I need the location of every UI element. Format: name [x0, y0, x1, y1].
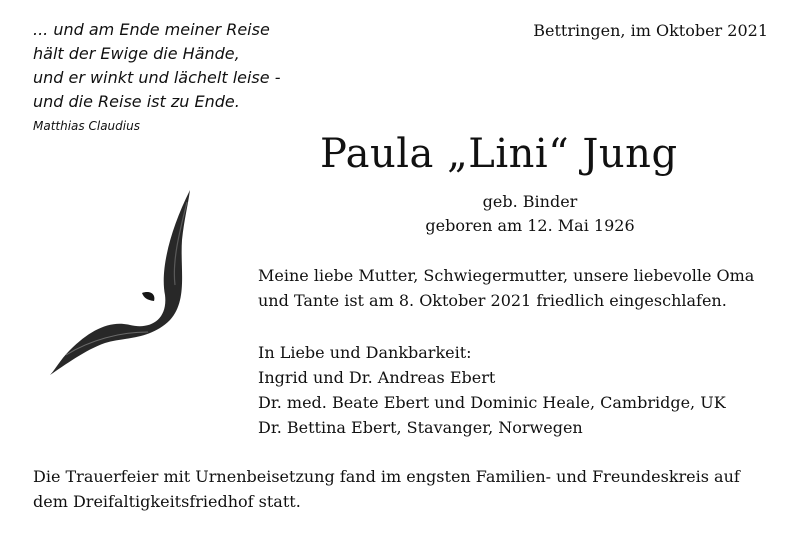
- funeral-line: Die Trauerfeier mit Urnenbeisetzung fand im engsten Familien- und Freundeskreis auf: [33, 467, 740, 486]
- family-list: [258, 340, 778, 440]
- deceased-name: Paula „Lini“ Jung: [320, 131, 678, 177]
- brush-stroke-bird-icon: [30, 180, 210, 380]
- funeral-notice: [33, 464, 783, 514]
- poem-line: und er winkt und lächelt leise -: [33, 68, 281, 87]
- death-announcement: [258, 263, 778, 313]
- place-date: Bettringen, im Oktober 2021: [533, 21, 768, 40]
- poem-quote: [33, 18, 333, 134]
- birth-info: [380, 190, 680, 238]
- poem-author: Matthias Claudius: [33, 119, 140, 133]
- message-line: Meine liebe Mutter, Schwiegermutter, unsere liebevolle Oma: [258, 266, 755, 285]
- maiden-name: geb. Binder: [482, 192, 578, 211]
- poem-line: hält der Ewige die Hände,: [33, 44, 240, 63]
- birth-date: geboren am 12. Mai 1926: [425, 216, 635, 235]
- family-member: Ingrid und Dr. Andreas Ebert: [258, 368, 496, 387]
- poem-line: und die Reise ist zu Ende.: [33, 92, 240, 111]
- funeral-line: dem Dreifaltigkeitsfriedhof statt.: [33, 492, 301, 511]
- family-heading: In Liebe und Dankbarkeit:: [258, 343, 472, 362]
- poem-line: ... und am Ende meiner Reise: [33, 20, 270, 39]
- message-line: und Tante ist am 8. Oktober 2021 friedlich eingeschlafen.: [258, 291, 727, 310]
- family-member: Dr. med. Beate Ebert und Dominic Heale, Cambridge, UK: [258, 393, 726, 412]
- family-member: Dr. Bettina Ebert, Stavanger, Norwegen: [258, 418, 583, 437]
